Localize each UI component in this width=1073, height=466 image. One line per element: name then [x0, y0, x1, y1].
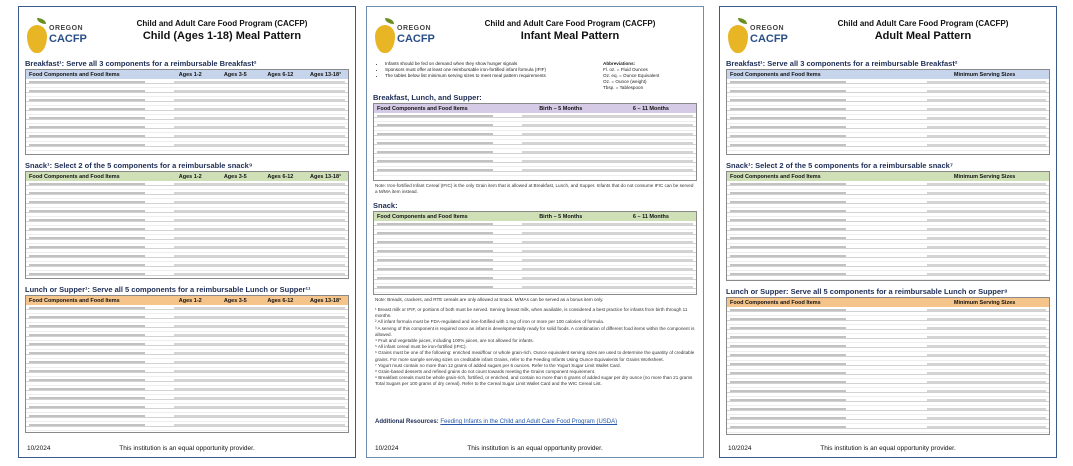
column-header: Birth – 5 Months	[539, 105, 583, 112]
column-header: Ages 13-18³	[310, 297, 341, 304]
program-name: Child and Adult Care Food Program (CACFP)	[136, 19, 308, 28]
abbreviations-box	[603, 61, 695, 91]
pear-icon	[728, 25, 748, 53]
snack-heading: Snack¹: Select 2 of the 5 components for a reimbursable snack⁷	[726, 161, 953, 170]
revision-date: 10/2024	[27, 445, 51, 452]
leaf-icon	[385, 18, 394, 24]
equal-opportunity-statement: This institution is an equal opportunity provider.	[467, 445, 603, 452]
column-header: Ages 3-5	[223, 297, 247, 304]
table-header	[374, 212, 696, 221]
oregon-cacfp-logo	[728, 15, 792, 59]
table-header	[727, 298, 1049, 307]
breakfast-heading: Breakfast¹: Serve all 3 components for a reimbursable Breakfast²	[726, 59, 958, 68]
abbreviation-item: Oz. = Ounce (weight)	[603, 79, 647, 84]
oregon-cacfp-logo	[27, 15, 91, 59]
list-item: • Infants should be fed on demand when they show hunger signals	[385, 61, 587, 67]
footnote: ² All infant formula must be FDA-regulated and iron-fortified with 1 mg of iron or more per 100 calories of formula.	[375, 319, 605, 325]
pear-icon	[27, 25, 47, 53]
leaf-icon	[738, 18, 747, 24]
column-header: Food Components and Food Items	[730, 71, 821, 78]
column-header: Food Components and Food Items	[29, 173, 120, 180]
table-header	[727, 172, 1049, 181]
column-header: Ages 1-2	[178, 71, 202, 78]
snack-heading: Snack¹: Select 2 of the 5 components for a reimbursable snack⁹	[25, 161, 253, 170]
column-header: Food Components and Food Items	[377, 105, 468, 112]
table-header	[26, 296, 348, 305]
table-body	[26, 79, 348, 154]
snack-table	[373, 211, 697, 295]
table-body	[727, 79, 1049, 154]
snack-heading: Snack:	[373, 201, 398, 210]
equal-opportunity-statement: This institution is an equal opportunity provider.	[119, 445, 255, 452]
additional-resources	[375, 419, 695, 425]
logo-state: OREGON	[49, 25, 84, 32]
lunch-supper-table	[726, 297, 1050, 435]
column-header: Birth – 5 Months	[539, 213, 583, 220]
breakfast-table	[726, 69, 1050, 155]
page-header	[798, 19, 1048, 42]
table-body	[26, 181, 348, 278]
column-header: Ages 6-12	[267, 173, 294, 180]
additional-resources-label: Additional Resources:	[375, 419, 439, 425]
column-header: 6 – 11 Months	[632, 213, 669, 220]
logo-acronym: CACFP	[397, 33, 435, 45]
abbreviations-title: Abbreviations:	[603, 61, 636, 66]
snack-table	[726, 171, 1050, 281]
program-name: Child and Adult Care Food Program (CACFP)	[484, 19, 656, 28]
column-header: Ages 13-18³	[310, 71, 341, 78]
table-body	[374, 221, 696, 294]
list-item: • Sponsors must offer at least one reimbursable iron-fortified infant formula (IFIF)	[385, 67, 587, 73]
breakfast-heading: Breakfast¹: Serve all 3 components for a reimbursable Breakfast²	[25, 59, 257, 68]
page-title: Infant Meal Pattern	[520, 30, 620, 42]
footnotes	[375, 307, 695, 388]
leaf-icon	[37, 18, 46, 24]
snack-note: Note: Breads, crackers, and RTE cereals are only allowed at Snack. M/MAs can be served as a bonus item only.	[375, 297, 604, 302]
column-header: Food Components and Food Items	[377, 213, 468, 220]
column-header: Ages 1-2	[178, 297, 202, 304]
table-body	[727, 307, 1049, 434]
revision-date: 10/2024	[728, 445, 752, 452]
abbreviation-item: Fl. oz. = Fluid Ounces	[603, 67, 648, 72]
pear-icon	[375, 25, 395, 53]
program-name: Child and Adult Care Food Program (CACFP)	[837, 19, 1009, 28]
page-header	[445, 19, 695, 42]
column-header: Food Components and Food Items	[730, 299, 821, 306]
adult-meal-pattern-page	[719, 6, 1057, 458]
lunch-supper-heading: Lunch or Supper¹: Serve all 5 components for a reimbursable Lunch or Supper¹¹	[25, 285, 311, 294]
footnote: ⁷ Yogurt must contain no more than 12 grams of added sugars per 6 ounces. Refer to the Yogurt Sugar Limit Wallet Card.	[375, 362, 621, 368]
infant-meal-pattern-page	[366, 6, 704, 458]
list-item: • The tables below list minimum serving sizes to meet meal pattern requirements	[385, 73, 587, 79]
table-header	[26, 70, 348, 79]
table-header	[727, 70, 1049, 79]
table-header	[26, 172, 348, 181]
breakfast-lunch-supper-table	[373, 103, 697, 181]
column-header: Food Components and Food Items	[29, 71, 120, 78]
column-header: Minimum Serving Sizes	[953, 173, 1016, 180]
revision-date: 10/2024	[375, 445, 399, 452]
footnote: ⁹ Breakfast cereals must be whole grain-rich, fortified, or enriched, and contain no more than 6 grams of added sugar per dry ounce (no more than 21 grams Total Sugars per 100 grams of dry cereal). Refer to the Cereal Sugar Limit Wallet Card and the WIC Cereal List.	[375, 375, 693, 387]
column-header: Food Components and Food Items	[29, 297, 120, 304]
footnote: ³ A serving of this component is required once an infant is developmentally ready for solid foods. A combination of different food items within the component is allowed.	[375, 325, 695, 337]
footnote: ⁶ Grains must be one of the following: enriched meal/flour or whole grain-rich. Ounce equivalent serving sizes are used to determine the quantity of creditable grains. For more sample serving sizes on creditable infant Grains, refer to the Feeding Infants Using Ounce Equivalents for Grains Worksheet.	[375, 350, 695, 362]
abbreviation-item: Oz. eq. = Ounce Equivalent	[603, 73, 660, 78]
column-header: Minimum Serving Sizes	[953, 71, 1016, 78]
breakfast-table	[25, 69, 349, 155]
footnote: ¹ Breast milk or IFIF, or portions of both must be served. Serving breast milk, when available, is considered a best practice for infants from birth through 11 months.	[375, 307, 688, 319]
column-header: Ages 3-5	[223, 71, 247, 78]
feeding-infants-link[interactable]: Feeding Infants in the Child and Adult Care Food Program (USDA)	[440, 419, 618, 425]
page-header	[97, 19, 347, 42]
page-title: Adult Meal Pattern	[874, 30, 972, 42]
table-header	[374, 104, 696, 113]
column-header: Ages 6-12	[267, 71, 294, 78]
column-header: Minimum Serving Sizes	[953, 299, 1016, 306]
lunch-supper-heading: Lunch or Supper: Serve all 5 components for a reimbursable Lunch or Supper⁸	[726, 287, 1008, 296]
footnote: ⁵ All infant cereal must be iron-fortified (IFIC).	[375, 344, 467, 350]
breakfast-lunch-supper-note: Note: Iron-fortified Infant Cereal (IFIC) is the only Grain item that is allowed at Breakfast, Lunch, and Supper. Infants that do not consume IFIC can be served a M/MA item instead.	[375, 183, 694, 194]
logo-state: OREGON	[397, 25, 432, 32]
column-header: Ages 3-5	[223, 173, 247, 180]
table-body	[374, 113, 696, 180]
lunch-supper-table	[25, 295, 349, 433]
abbreviation-item: Tbsp. = Tablespoon	[603, 85, 644, 90]
snack-table	[25, 171, 349, 279]
footnote: ⁴ Fruit and vegetable juices, including 100% juices, are not allowed for infants.	[375, 338, 534, 344]
page-title: Child (Ages 1-18) Meal Pattern	[142, 30, 302, 42]
column-header: Food Components and Food Items	[730, 173, 821, 180]
column-header: Ages 6-12	[267, 297, 294, 304]
child-meal-pattern-page	[18, 6, 356, 458]
logo-acronym: CACFP	[49, 33, 87, 45]
oregon-cacfp-logo	[375, 15, 439, 59]
infant-guidance-list	[377, 61, 587, 79]
breakfast-lunch-supper-heading: Breakfast, Lunch, and Supper:	[373, 93, 482, 102]
logo-state: OREGON	[750, 25, 785, 32]
column-header: Ages 1-2	[178, 173, 202, 180]
table-body	[727, 181, 1049, 280]
column-header: Ages 13-18³	[310, 173, 341, 180]
logo-acronym: CACFP	[750, 33, 788, 45]
table-body	[26, 305, 348, 432]
equal-opportunity-statement: This institution is an equal opportunity provider.	[820, 445, 956, 452]
footnote: ⁸ Grain-based desserts and refined grains do not count towards meeting the Grains component requirement.	[375, 369, 596, 375]
column-header: 6 – 11 Months	[632, 105, 669, 112]
